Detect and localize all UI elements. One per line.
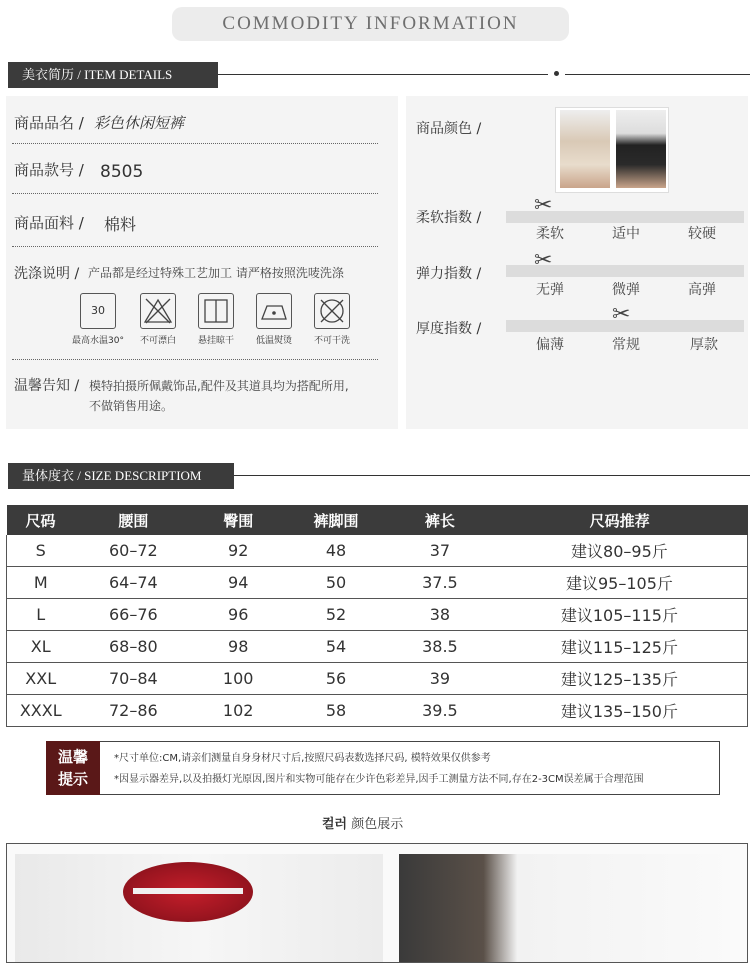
- color-display-chinese: 颜色展示: [351, 817, 404, 832]
- lips-gap: [133, 888, 243, 894]
- table-cell: 38.5: [388, 631, 492, 663]
- table-cell: XXXL: [7, 695, 75, 727]
- table-cell: 37.5: [388, 567, 492, 599]
- elastic-label: 弹力指数 /: [416, 266, 482, 282]
- tips-label: [46, 741, 100, 795]
- size-table: [6, 505, 748, 727]
- table-cell: 建议80–95斤: [492, 535, 748, 567]
- table-row: [7, 663, 748, 695]
- sku-label: 商品款号 /: [14, 161, 84, 179]
- tips-label-line2: 提示: [57, 770, 88, 788]
- table-cell: 37: [388, 535, 492, 567]
- color-display-korean: 컬러: [322, 817, 348, 832]
- care-label: 最高水温30°: [72, 336, 124, 346]
- table-cell: 38: [388, 599, 492, 631]
- no-bleach-icon: [140, 293, 176, 329]
- column-header: 臀围: [192, 505, 284, 535]
- notice-label: 温馨告知 /: [14, 378, 80, 394]
- fabric-label: 商品面料 /: [14, 214, 84, 232]
- notice-value: 模特拍摄所佩戴饰品,配件及其道具均为搭配所用,: [89, 379, 349, 393]
- table-cell: S: [7, 535, 75, 567]
- column-header: 尺码: [7, 505, 75, 535]
- thickness-label: 厚度指数 /: [416, 321, 482, 337]
- tips-line-2: *因显示器差异,以及拍摄灯光原因,图片和实物可能存在少许色彩差异,因手工测量方法不同,存在2-3CM误差属于合理范围: [114, 774, 644, 785]
- table-row: [7, 631, 748, 663]
- wash-value: 产品都是经过特殊工艺加工 请严格按照洗唛洗涤: [88, 266, 344, 280]
- care-label: 不可漂白: [139, 336, 176, 346]
- table-cell: 建议115–125斤: [492, 631, 748, 663]
- khaki-shorts-image: [560, 110, 610, 188]
- table-cell: M: [7, 567, 75, 599]
- size-header: 量体度衣 / SIZE DESCRIPTIOM: [8, 463, 234, 489]
- color-display-frame: [6, 843, 748, 963]
- fabric-value: 棉料: [104, 215, 137, 234]
- table-cell: 72–86: [74, 695, 192, 727]
- column-header: 裤脚围: [284, 505, 388, 535]
- table-cell: 建议105–115斤: [492, 599, 748, 631]
- scissors-marker-icon: ✂: [612, 302, 631, 327]
- scissors-marker-icon: ✂: [534, 248, 553, 273]
- divider: [12, 143, 378, 144]
- table-cell: 48: [284, 535, 388, 567]
- table-cell: 100: [192, 663, 284, 695]
- table-cell: XL: [7, 631, 75, 663]
- table-row: [7, 535, 748, 567]
- table-cell: 96: [192, 599, 284, 631]
- item-details-header: 美衣简历 / ITEM DETAILS: [8, 62, 218, 88]
- scissors-marker-icon: ✂: [534, 193, 553, 218]
- table-cell: L: [7, 599, 75, 631]
- table-row: [7, 599, 748, 631]
- divider: [12, 193, 378, 194]
- table-cell: 64–74: [74, 567, 192, 599]
- wash-30-icon: 30: [80, 293, 116, 329]
- wash-label: 洗涤说明 /: [14, 266, 80, 282]
- table-cell: 60–72: [74, 535, 192, 567]
- elastic-scale-low: 无弹: [536, 282, 564, 298]
- divider: [12, 359, 378, 360]
- no-dryclean-icon: [314, 293, 350, 329]
- table-row: [7, 567, 748, 599]
- header-rule: [218, 74, 548, 75]
- table-cell: 56: [284, 663, 388, 695]
- sku-value: 8505: [100, 162, 144, 182]
- product-photo-2: [399, 854, 737, 963]
- color-display-title: [322, 813, 403, 832]
- table-cell: 66–76: [74, 599, 192, 631]
- rule-dot: [554, 71, 559, 76]
- header-rule: [234, 475, 750, 476]
- table-cell: 建议125–135斤: [492, 663, 748, 695]
- softness-scale-high: 较硬: [688, 226, 716, 242]
- table-cell: 92: [192, 535, 284, 567]
- tips-line-1: *尺寸单位:CM,请亲们测量自身身材尺寸后,按照尺码表数选择尺码, 模特效果仅供参考: [114, 753, 491, 764]
- black-shorts-image: [616, 110, 666, 188]
- softness-scale-low: 柔软: [536, 226, 564, 242]
- table-cell: 58: [284, 695, 388, 727]
- elastic-scale-high: 高弹: [688, 282, 716, 298]
- table-cell: 68–80: [74, 631, 192, 663]
- hang-dry-icon: [198, 293, 234, 329]
- table-cell: 102: [192, 695, 284, 727]
- table-cell: 39: [388, 663, 492, 695]
- column-header: 尺码推荐: [492, 505, 748, 535]
- table-cell: 50: [284, 567, 388, 599]
- table-cell: 建议95–105斤: [492, 567, 748, 599]
- column-header: 裤长: [388, 505, 492, 535]
- thickness-scale-high: 厚款: [690, 337, 718, 353]
- tips-label-line1: 温馨: [57, 748, 88, 766]
- table-cell: 39.5: [388, 695, 492, 727]
- column-header: 腰围: [74, 505, 192, 535]
- color-label: 商品颜色 /: [416, 121, 482, 137]
- elastic-scale-mid: 微弹: [612, 282, 640, 298]
- care-label: 低温熨烫: [255, 336, 292, 346]
- care-label: 悬挂晾干: [197, 336, 234, 346]
- low-iron-icon: [256, 293, 292, 329]
- table-cell: 94: [192, 567, 284, 599]
- name-label: 商品品名 /: [14, 114, 84, 132]
- thickness-scale-low: 偏薄: [536, 337, 564, 353]
- table-cell: 98: [192, 631, 284, 663]
- care-label: 不可干洗: [313, 336, 350, 346]
- divider: [12, 246, 378, 247]
- table-cell: 54: [284, 631, 388, 663]
- table-cell: 70–84: [74, 663, 192, 695]
- header-rule-right: [565, 74, 750, 75]
- product-photo-1: [15, 854, 383, 963]
- table-cell: 建议135–150斤: [492, 695, 748, 727]
- table-cell: XXL: [7, 663, 75, 695]
- softness-scale-mid: 适中: [612, 226, 640, 242]
- name-value: 彩色休闲短裤: [94, 114, 185, 132]
- table-header-row: [7, 505, 748, 535]
- table-row: [7, 695, 748, 727]
- color-thumbnail: [555, 107, 669, 193]
- table-cell: 52: [284, 599, 388, 631]
- page-banner: COMMODITY INFORMATION: [172, 7, 569, 41]
- notice-value-2: 不做销售用途。: [89, 399, 174, 413]
- softness-label: 柔软指数 /: [416, 210, 482, 226]
- thickness-scale-mid: 常规: [612, 337, 640, 353]
